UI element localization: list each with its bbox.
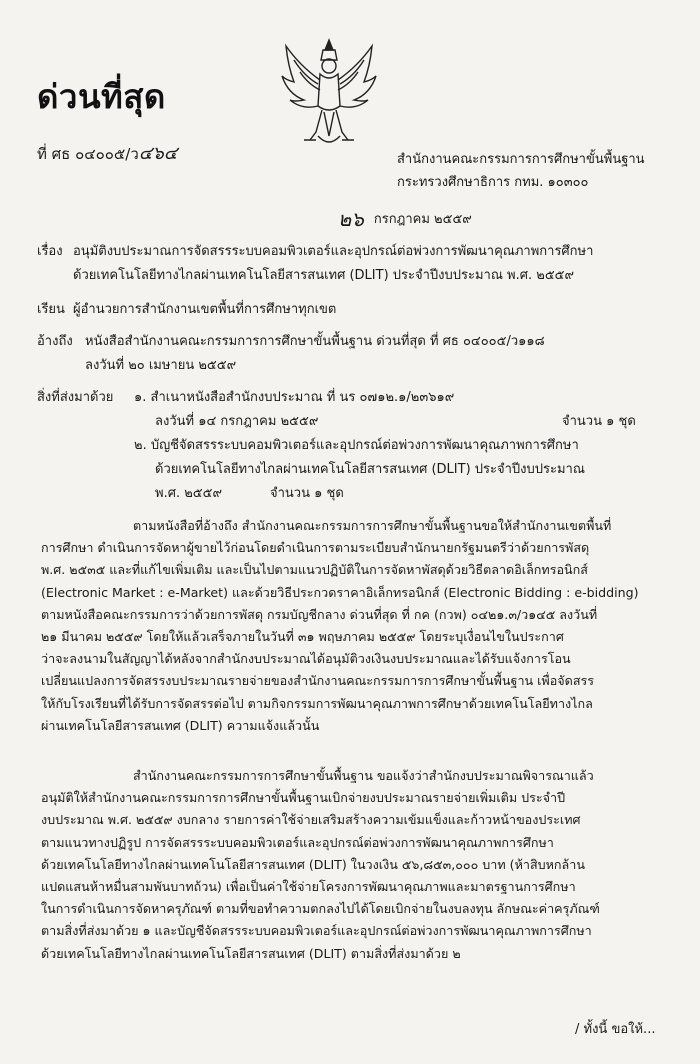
paragraph-line: ว่าจะลงนามในสัญญาได้หลังจากสำนักงบประมาณได้อนุมัติวงเงินงบประมาณและได้รับแจ้งการโอน — [41, 651, 571, 667]
enclosure-item-2-line-3: พ.ศ. ๒๕๕๙ — [155, 486, 222, 501]
subject-text: อนุมัติงบประมาณการจัดสรรระบบคอมพิวเตอร์และอุปกรณ์ต่อพ่วงการพัฒนาคุณภาพการศึกษา — [73, 244, 594, 259]
urgency-stamp: ด่วนที่สุด — [37, 77, 166, 116]
document-number-prefix: ที่ ศธ ๐๔๐๐๕/ว — [37, 145, 139, 163]
reference-text: หนังสือสำนักงานคณะกรรมการการศึกษาขั้นพื้นฐาน ด่วนที่สุด ที่ ศธ ๐๔๐๐๕/ว๑๑๘ — [85, 334, 545, 349]
paragraph-line: ตามสิ่งที่ส่งมาด้วย ๑ และบัญชีจัดสรรระบบคอมพิวเตอร์และอุปกรณ์ต่อพ่วงการพัฒนาคุณภาพการศึกษา — [41, 923, 592, 939]
agency-address: กระทรวงศึกษาธิการ กทม. ๑๐๓๐๐ — [397, 175, 589, 190]
paragraph-line: งบประมาณ พ.ศ. ๒๕๕๙ งบกลาง รายการค่าใช้จ่ายเสริมสร้างความเข้มแข็งและก้าวหน้าของประเทศ — [41, 812, 581, 828]
document-date — [338, 203, 472, 235]
continuation-marker: / ทั้งนี้ ขอให้... — [575, 1022, 656, 1037]
body-paragraph-1 — [41, 515, 667, 737]
paragraph-line: เปลี่ยนแปลงการจัดสรรงบประมาณรายจ่ายของสำนักงานคณะกรรมการการศึกษาขั้นพื้นฐาน เพื่อจัดสรร — [41, 673, 595, 689]
enclosure-item-1-date: ลงวันที่ ๑๔ กรกฎาคม ๒๕๕๙ — [155, 414, 319, 429]
reference-line-2: ลงวันที่ ๒๐ เมษายน ๒๕๕๙ — [85, 358, 237, 373]
subject-label: เรื่อง — [37, 244, 63, 259]
reference-label: อ้างถึง — [37, 334, 73, 349]
subject-line-1 — [37, 240, 593, 261]
date-day-handwritten: ๒๖ — [338, 207, 364, 231]
enclosure-item-1-count: จำนวน ๑ ชุด — [562, 414, 636, 429]
salutation — [37, 298, 336, 319]
paragraph-line: ตามแนวทางปฏิรูป การจัดสรรระบบคอมพิวเตอร์และอุปกรณ์ต่อพ่วงการพัฒนาคุณภาพการศึกษา — [41, 834, 554, 850]
garuda-emblem-icon — [280, 36, 378, 152]
paragraph-line: ตามหนังสือคณะกรรมการว่าด้วยการพัสดุ กรมบัญชีกลาง ด่วนที่สุด ที่ กค (กวพ) ๐๔๒๑.๓/ว๑๔๕ ลงวันที่ — [41, 606, 598, 622]
document-number — [37, 138, 177, 167]
issuing-agency — [397, 148, 645, 194]
recipient: ผู้อำนวยการสำนักงานเขตพื้นที่การศึกษาทุกเขต — [73, 302, 337, 317]
agency-name: สำนักงานคณะกรรมการการศึกษาขั้นพื้นฐาน — [397, 152, 645, 167]
paragraph-line: ในการดำเนินการจัดหาครุภัณฑ์ ตามที่ขอทำความตกลงไปได้โดยเบิกจ่ายในงบลงทุน ลักษณะค่าครุภัณฑ์ — [41, 901, 600, 917]
enclosure-item-1: ๑. สำเนาหนังสือสำนักงบประมาณ ที่ นร ๐๗๑๒.๑/๒๓๖๑๙ — [134, 390, 455, 405]
subject-line-2: ด้วยเทคโนโลยีทางไกลผ่านเทคโนโลยีสารสนเทศ (DLIT) ประจำปีงบประมาณ พ.ศ. ๒๕๕๙ — [73, 268, 575, 283]
reference-line-1 — [37, 330, 545, 351]
document-number-handwritten: ๔๖๔ — [138, 143, 178, 164]
enclosures-label: สิ่งที่ส่งมาด้วย — [37, 390, 114, 405]
salutation-label: เรียน — [37, 302, 65, 317]
paragraph-line: ผ่านเทคโนโลยีสารสนเทศ (DLIT) ความแจ้งแล้วนั้น — [41, 717, 320, 733]
paragraph-line: ด้วยเทคโนโลยีทางไกลผ่านเทคโนโลยีสารสนเทศ (DLIT) ตามสิ่งที่ส่งมาด้วย ๒ — [41, 945, 461, 961]
paragraph-line: (Electronic Market : e-Market) และด้วยวิธีประกวดราคาอิเล็กทรอนิกส์ (Electronic Bidding : e-bidding) — [41, 584, 639, 600]
paragraph-line: ให้กับโรงเรียนที่ได้รับการจัดสรรต่อไป ตามกิจกรรมการพัฒนาคุณภาพการศึกษาด้วยเทคโนโลยีทางไกล — [41, 695, 593, 711]
paragraph-line: ตามหนังสือที่อ้างถึง สำนักงานคณะกรรมการการศึกษาขั้นพื้นฐานขอให้สำนักงานเขตพื้นที่ — [133, 518, 612, 533]
paragraph-line: ด้วยเทคโนโลยีทางไกลผ่านเทคโนโลยีสารสนเทศ (DLIT) ในวงเงิน ๕๖,๘๕๓,๐๐๐ บาท (ห้าสิบหกล้าน — [41, 856, 585, 872]
body-paragraph-2 — [41, 765, 667, 965]
enclosure-item-2-count: จำนวน ๑ ชุด — [270, 486, 344, 501]
paragraph-line: สำนักงานคณะกรรมการการศึกษาขั้นพื้นฐาน ขอแจ้งว่าสำนักงบประมาณพิจารณาแล้ว — [133, 768, 594, 783]
paragraph-line: อนุมัติให้สำนักงานคณะกรรมการการศึกษาขั้นพื้นฐานเบิกจ่ายงบประมาณรายจ่ายเพิ่มเติม ประจำปี — [41, 790, 566, 806]
paragraph-line: ๒๑ มีนาคม ๒๕๕๙ โดยให้แล้วเสร็จภายในวันที่ ๓๑ พฤษภาคม ๒๕๕๙ โดยระบุเงื่อนไขในประกาศ — [41, 629, 564, 645]
enclosure-item-2-line-2: ด้วยเทคโนโลยีทางไกลผ่านเทคโนโลยีสารสนเทศ (DLIT) ประจำปีงบประมาณ — [155, 462, 585, 477]
enclosure-item-2: ๒. บัญชีจัดสรรระบบคอมพิวเตอร์และอุปกรณ์ต่อพ่วงการพัฒนาคุณภาพการศึกษา — [134, 438, 579, 453]
paragraph-line: แปดแสนห้าหมื่นสามพันบาทถ้วน) เพื่อเป็นค่าใช้จ่ายโครงการพัฒนาคุณภาพและมาตรฐานการศึกษา — [41, 879, 576, 895]
paragraph-line: พ.ศ. ๒๕๓๕ และที่แก้ไขเพิ่มเติม และเป็นไปตามแนวปฏิบัติในการจัดหาพัสดุด้วยวิธีตลาดอิเล็กทรอนิกส์ — [41, 562, 588, 578]
paragraph-line: การศึกษา ดำเนินการจัดหาผู้ขายไว้ก่อนโดยดำเนินการตามระเบียบสำนักนายกรัฐมนตรีว่าด้วยการพัสดุ — [41, 540, 590, 556]
date-month-year: กรกฎาคม ๒๕๕๙ — [373, 212, 472, 227]
